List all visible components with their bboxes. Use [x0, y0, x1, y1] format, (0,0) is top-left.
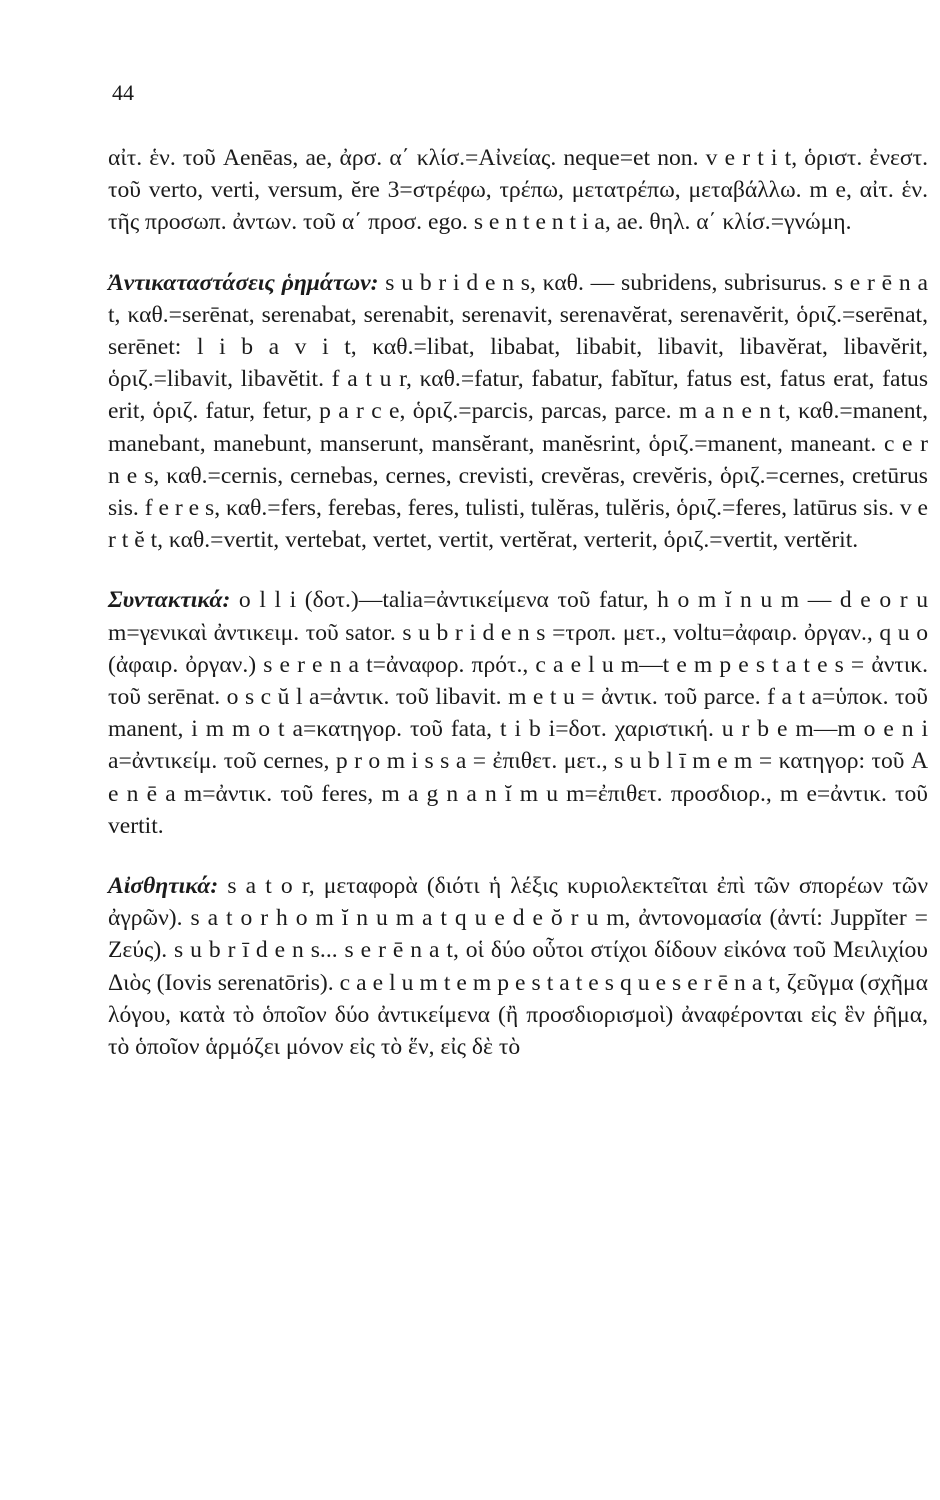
paragraph-text: s a t o r, μεταφορὰ (διότι ἡ λέξις κυριολεκτεῖται ἐπὶ τῶν σπορέων τῶν ἀγρῶν). s a t o r h o m ĭ n u m a t q u e d e ŏ r u m, ἀντονομασία (ἀντί: Juppĭter = Ζεύς). s u b r ī d e n s... s e r ē n a t, οἱ δύο οὗτοι στίχοι δίδουν εἰκόνα τοῦ Μειλιχίου Διὸς (Iovis serenatōris). c a e l u m t e m p e s t a t e s q u e s e r ē n a t, ζεῦγμα (σχῆμα λόγου, κατὰ τὸ ὁποῖον δύο ἀντικείμενα (ἢ προσδιορισμοὶ) ἀναφέρονται εἰς ἓν ῥῆμα, τὸ ὁποῖον ἁρμόζει μόνον εἰς τὸ ἕν, εἰς δὲ τὸ: [108, 873, 928, 1061]
paragraph-text: o l l i (δοτ.)—talia=ἀντικείμενα τοῦ fatur, h o m ĭ n u m — d e o r u m=γενικαὶ ἀντικειμ. τοῦ sator. s u b r i d e n s =τροπ. μετ., voltu=ἀφαιρ. ὀργαν., q u o (ἀφαιρ. ὀργαν.) s e r e n a t=ἀναφορ. πρότ., c a e l u m—t e m p e s t a t e s = ἀντικ. τοῦ serēnat. o s c ŭ l a=ἀντικ. τοῦ libavit. m e t u = ἀντικ. τοῦ parce. f a t a=ὑποκ. τοῦ manent, i m m o t a=κατηγορ. τοῦ fata, t i b i=δοτ. χαριστική. u r b e m—m o e n i a=ἀντικείμ. τοῦ cernes, p r o m i s s a = ἐπιθετ. μετ., s u b l ī m e m = κατηγορ: τοῦ A e n ē a m=ἀντικ. τοῦ feres, m a g n a n ĭ m u m=ἐπιθετ. προσδιορ., m e=ἀντικ. τοῦ vertit.: [108, 587, 928, 839]
section-heading: Αἰσθητικά:: [108, 873, 219, 900]
paragraph-text: αἰτ. ἑν. τοῦ Aenēas, ae, ἀρσ. α΄ κλίσ.=Αἰνείας. neque=et non. v e r t i t, ὁριστ. ἐνεστ. τοῦ verto, verti, versum, ĕre 3=στρέφω, τρέπω, μετατρέπω, μεταβάλλω. m e, αἰτ. ἑν. τῆς προσωπ. ἀντων. τοῦ α΄ προσ. ego. s e n t e n t i a, ae. θηλ. α΄ κλίσ.=γνώμη.: [108, 145, 928, 236]
paragraph-aesthetic-notes: [108, 870, 928, 1063]
body-text: [108, 142, 928, 1091]
paragraph-verb-substitutions: [108, 267, 928, 557]
paragraph-syntactic-notes: [108, 584, 928, 842]
section-heading: Ἀντικαταστάσεις ῥημάτων:: [108, 269, 379, 296]
paragraph-accusative-notes: [108, 142, 928, 239]
paragraph-text: s u b r i d e n s, καθ. — subridens, subrisurus. s e r ē n a t, καθ.=serēnat, serenabat, serenabit, serenavit, serenavĕrat, serenavĕrit, ὁριζ.=serēnat, serēnet: l i b a v i t, καθ.=libat, libabat, libabit, libavit, libavĕrat, libavĕrit, ὁριζ.=libavit, libavĕtit. f a t u r, καθ.=fatur, fabatur, fabĭtur, fatus est, fatus erat, fatus erit, ὁριζ. fatur, fetur, p a r c e, ὁριζ.=parcis, parcas, parce. m a n e n t, καθ.=manent, manebant, manebunt, manserunt, mansĕrant, manĕsrint, ὁριζ.=manent, maneant. c e r n e s, καθ.=cernis, cernebas, cernes, crevisti, crevĕras, crevĕris, ὁριζ.=cernes, cretūrus sis. f e r e s, καθ.=fers, ferebas, feres, tulisti, tulĕras, tulĕris, ὁριζ.=feres, latūrus sis. v e r t ĕ t, καθ.=vertit, vertebat, vertet, vertit, vertĕrat, verterit, ὁριζ.=vertit, vertĕrit.: [108, 269, 928, 554]
section-heading: Συντακτικά:: [108, 587, 231, 614]
page-number: 44: [112, 80, 134, 105]
